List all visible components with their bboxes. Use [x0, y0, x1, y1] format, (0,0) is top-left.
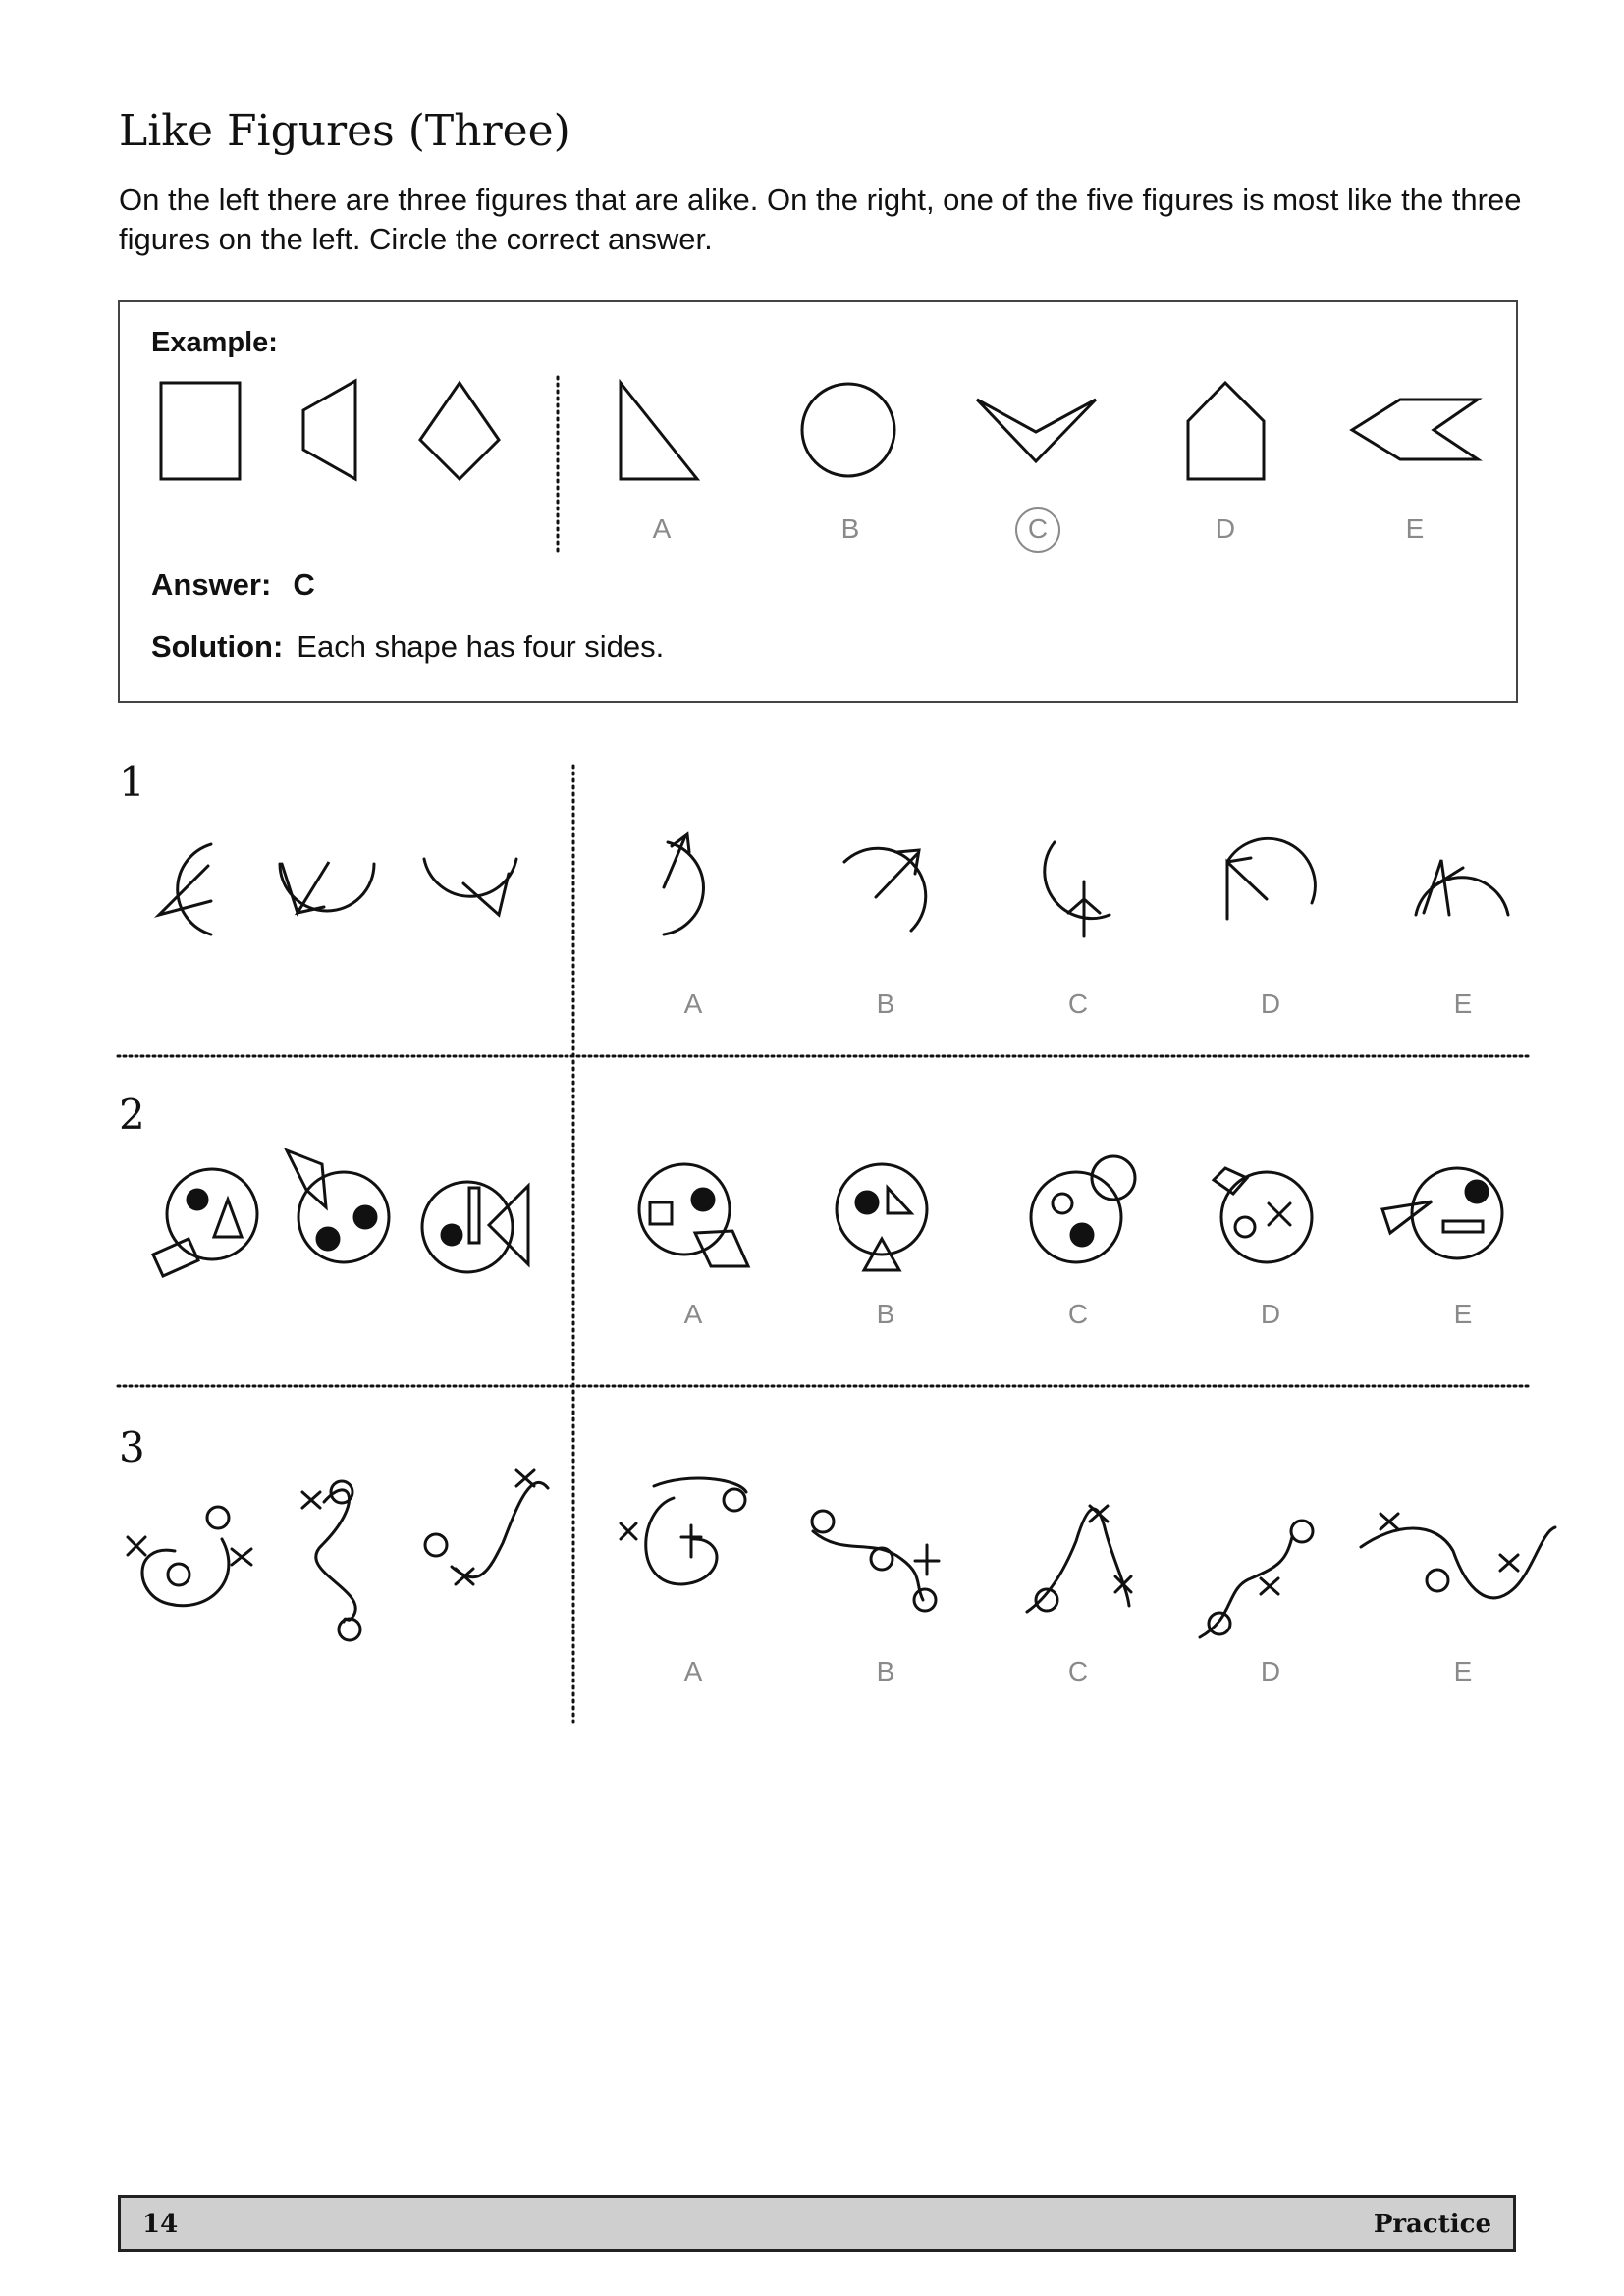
example-shape-kite — [420, 383, 499, 479]
example-option-e[interactable]: E — [1405, 513, 1425, 544]
q3-figure-left-2 — [302, 1481, 360, 1640]
q1-option-b-figure — [844, 848, 926, 931]
example-option-b[interactable]: B — [840, 513, 860, 544]
q1-option-a[interactable]: A — [683, 988, 703, 1019]
q3-option-d[interactable]: D — [1260, 1656, 1281, 1686]
q2-option-e-figure — [1382, 1168, 1502, 1258]
q3-option-a-figure — [621, 1478, 746, 1584]
instructions-text: On the left there are three figures that are alike. On the right, one of the five figures is most like the three figures on the left. Circle the correct answer. — [119, 183, 1522, 256]
example-label: Example: — [151, 327, 278, 358]
example-option-d[interactable]: D — [1215, 513, 1236, 544]
q1-option-c[interactable]: C — [1067, 988, 1089, 1019]
q3-figure-left-3 — [425, 1470, 548, 1584]
q1-figure-left-3 — [424, 859, 516, 915]
q2-figure-left-2 — [287, 1150, 389, 1262]
example-option-a[interactable]: A — [652, 513, 672, 544]
question-number-1: 1 — [119, 758, 145, 806]
example-shape-square — [161, 383, 240, 479]
solution-label: Solution: — [151, 629, 284, 664]
q3-option-c-figure — [1027, 1506, 1131, 1612]
footer-bar — [118, 2195, 1516, 2252]
q2-option-c-figure — [1031, 1156, 1135, 1262]
q1-option-e[interactable]: E — [1453, 988, 1473, 1019]
q2-option-d-figure — [1214, 1168, 1312, 1262]
example-option-d-pentagon — [1188, 383, 1264, 479]
example-option-b-circle — [802, 384, 894, 476]
example-answer-circle — [1016, 508, 1059, 552]
answer-value: C — [293, 567, 315, 602]
example-option-c[interactable]: C — [1027, 513, 1049, 544]
q3-option-d-figure — [1200, 1521, 1313, 1637]
q1-option-d[interactable]: D — [1260, 988, 1281, 1019]
page-title: Like Figures (Three) — [119, 106, 570, 156]
example-option-e-arrow — [1352, 400, 1478, 459]
q2-option-e[interactable]: E — [1453, 1299, 1473, 1329]
q3-option-e-figure — [1361, 1514, 1555, 1598]
q2-option-b-figure — [837, 1164, 927, 1270]
q3-option-e[interactable]: E — [1453, 1656, 1473, 1686]
q3-option-a[interactable]: A — [683, 1656, 703, 1686]
example-option-a-triangle — [621, 383, 697, 479]
q3-option-b[interactable]: B — [876, 1656, 895, 1686]
q1-option-c-figure — [1045, 842, 1110, 936]
q1-figure-left-1 — [159, 844, 211, 934]
q1-option-d-figure — [1227, 838, 1315, 919]
solution-text: Each shape has four sides. — [297, 629, 665, 664]
q3-figure-left-1 — [128, 1507, 251, 1606]
q2-option-a-figure — [639, 1164, 748, 1266]
footer-section-label: Practice — [1373, 2210, 1491, 2239]
q2-figure-left-3 — [422, 1182, 528, 1272]
q1-option-e-figure — [1416, 860, 1508, 915]
footer-page-number: 14 — [142, 2210, 179, 2239]
q2-figure-left-1 — [153, 1169, 257, 1276]
question-number-3: 3 — [119, 1423, 145, 1471]
q2-option-d[interactable]: D — [1260, 1299, 1281, 1329]
question-number-2: 2 — [119, 1091, 145, 1139]
q3-option-c[interactable]: C — [1067, 1656, 1089, 1686]
q2-option-c[interactable]: C — [1067, 1299, 1089, 1329]
q1-option-b[interactable]: B — [876, 988, 895, 1019]
q1-option-a-figure — [664, 834, 703, 934]
q2-option-a[interactable]: A — [683, 1299, 703, 1329]
answer-label: Answer: — [151, 567, 272, 602]
q1-figure-left-2 — [280, 862, 374, 913]
example-shape-trapezoid — [303, 381, 355, 479]
example-option-c-chevron — [977, 400, 1096, 461]
q2-option-b[interactable]: B — [876, 1299, 895, 1329]
q3-option-b-figure — [812, 1511, 939, 1611]
